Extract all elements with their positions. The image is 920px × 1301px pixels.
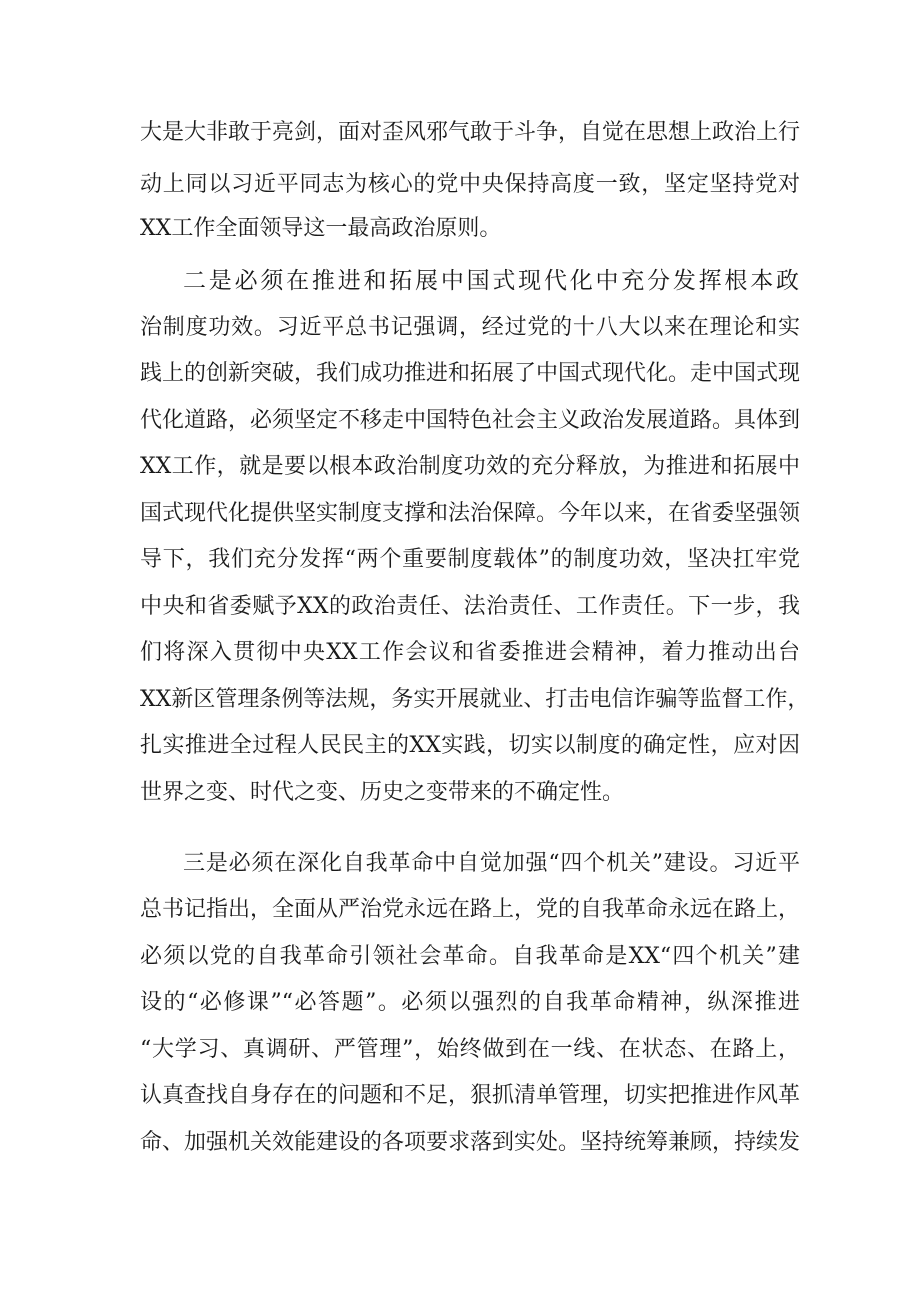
paragraph-2-line-1: 二是必须在推进和拓展中国式现代化中充分发挥根本政 bbox=[183, 268, 800, 294]
paragraph-2-line-10: XX新区管理条例等法规，务实开展就业、打击电信诈骗等监督工作， bbox=[140, 687, 810, 712]
paragraph-2-line-2: 治制度功效。习近平总书记强调，经过党的十八大以来在理论和实 bbox=[140, 315, 800, 340]
paragraph-2-line-4: 代化道路，必须坚定不移走中国特色社会主义政治发展道路。具体到 bbox=[140, 408, 801, 433]
paragraph-2-line-7: 导下，我们充分发挥“两个重要制度载体”的制度功效，坚决扛牢党 bbox=[140, 547, 800, 572]
paragraph-2-line-5: XX工作，就是要以根本政治制度功效的充分释放，为推进和拓展中 bbox=[140, 454, 800, 479]
paragraph-2-line-3: 践上的创新突破，我们成功推进和拓展了中国式现代化。走中国式现 bbox=[140, 361, 801, 386]
paragraph-3-line-1: 三是必须在深化自我革命中自觉加强“四个机关”建设。习近平 bbox=[183, 851, 800, 876]
paragraph-1-line-1: 大是大非敢于亮剑，面对歪风邪气敢于斗争，自觉在思想上政治上行 bbox=[140, 120, 801, 145]
paragraph-2-line-8: 中央和省委赋予XX的政治责任、法治责任、工作责任。下一步，我 bbox=[140, 594, 800, 619]
paragraph-2-line-9: 们将深入贯彻中央XX工作会议和省委推进会精神，着力推动出台 bbox=[140, 640, 800, 665]
paragraph-3-line-6: 认真查找自身存在的问题和不足，狠抓清单管理，切实把推进作风革 bbox=[140, 1083, 801, 1108]
paragraph-3-line-5: “大学习、真调研、严管理”，始终做到在一线、在状态、在路上， bbox=[140, 1037, 800, 1062]
paragraph-2-line-6: 国式现代化提供坚实制度支撑和法治保障。今年以来，在省委坚强领 bbox=[140, 501, 801, 526]
paragraph-2-line-11: 扎实推进全过程人民民主的XX实践，切实以制度的确定性，应对因 bbox=[140, 733, 800, 758]
paragraph-3-line-7: 命、加强机关效能建设的各项要求落到实处。坚持统筹兼顾，持续发 bbox=[140, 1130, 801, 1155]
paragraph-3-line-3: 必须以党的自我革命引领社会革命。自我革命是XX“四个机关”建 bbox=[140, 944, 800, 969]
paragraph-2-line-12: 世界之变、时代之变、历史之变带来的不确定性。 bbox=[140, 780, 625, 805]
paragraph-1-line-2: 动上同以习近平同志为核心的党中央保持高度一致，坚定坚持党对 bbox=[140, 172, 800, 197]
paragraph-1-line-3: XX工作全面领导这一最高政治原则。 bbox=[140, 216, 502, 241]
paragraph-3-line-4: 设的“必修课”“必答题”。必须以强烈的自我革命精神，纵深推进 bbox=[140, 990, 800, 1015]
paragraph-3-line-2: 总书记指出，全面从严治党永远在路上，党的自我革命永远在路上， bbox=[140, 897, 801, 922]
